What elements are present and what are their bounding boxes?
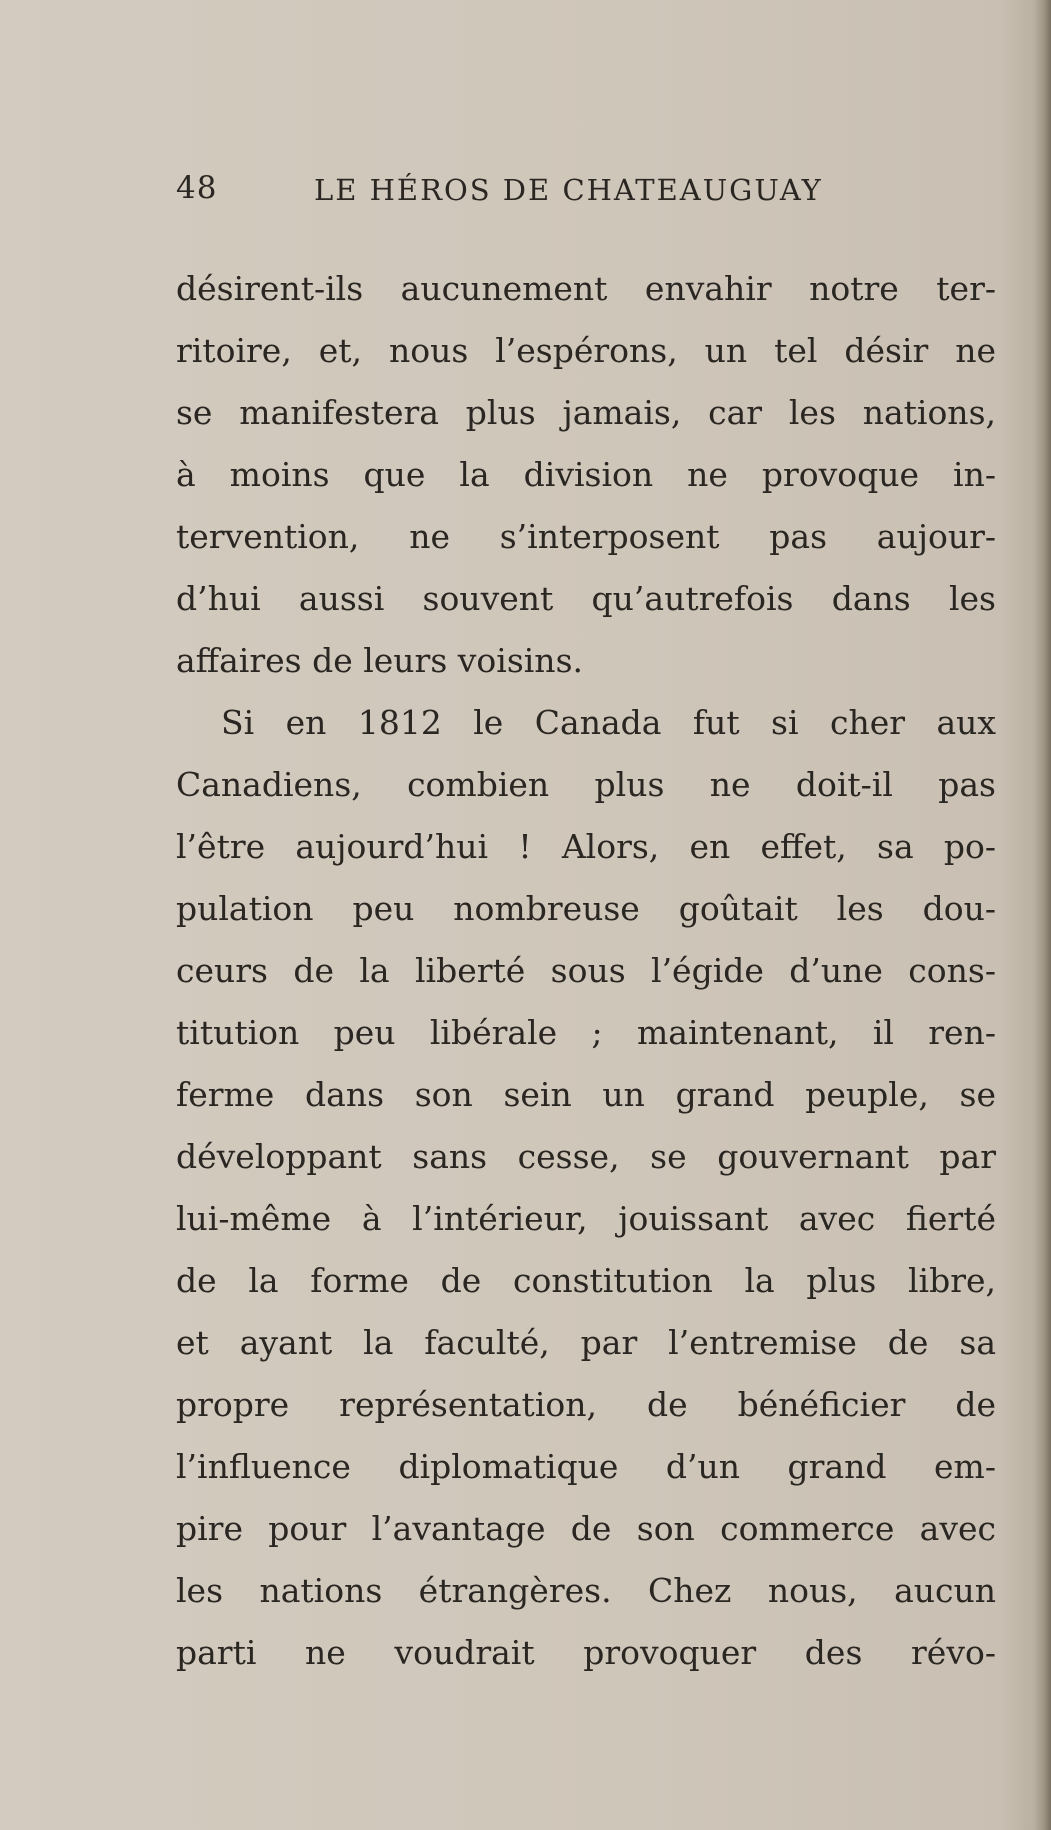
text-line: à moins que la division ne provoque in- bbox=[176, 455, 996, 494]
text-line: ritoire, et, nous l’espérons, un tel désir ne bbox=[176, 331, 996, 370]
text-line: les nations étrangères. Chez nous, aucun bbox=[176, 1571, 996, 1610]
text-line: ferme dans son sein un grand peuple, se bbox=[176, 1075, 996, 1114]
text-line: pulation peu nombreuse goûtait les dou- bbox=[176, 889, 996, 928]
text-line: Canadiens, combien plus ne doit-il pas bbox=[176, 765, 996, 804]
text-line: d’hui aussi souvent qu’autrefois dans les bbox=[176, 579, 996, 618]
text-line: propre représentation, de bénéficier de bbox=[176, 1385, 996, 1424]
text-line: développant sans cesse, se gouvernant par bbox=[176, 1137, 996, 1176]
text-line: affaires de leurs voisins. bbox=[176, 641, 583, 680]
text-line: parti ne voudrait provoquer des révo- bbox=[176, 1633, 996, 1672]
text-line: désirent-ils aucunement envahir notre ter- bbox=[176, 269, 996, 308]
text-line: lui-même à l’intérieur, jouissant avec fierté bbox=[176, 1199, 996, 1238]
text-line: titution peu libérale ; maintenant, il ren- bbox=[176, 1013, 996, 1052]
text-line: ceurs de la liberté sous l’égide d’une cons- bbox=[176, 951, 996, 990]
page-number: 48 bbox=[176, 170, 218, 206]
body-text bbox=[176, 258, 996, 1684]
text-line: tervention, ne s’interposent pas aujour- bbox=[176, 517, 996, 556]
page-header bbox=[176, 170, 906, 220]
text-line: de la forme de constitution la plus libre, bbox=[176, 1261, 996, 1300]
text-line: se manifestera plus jamais, car les nations, bbox=[176, 393, 996, 432]
text-line: et ayant la faculté, par l’entremise de sa bbox=[176, 1323, 996, 1362]
running-title: LE HÉROS DE CHATEAUGUAY bbox=[314, 173, 823, 207]
page-edge bbox=[1033, 0, 1051, 1830]
text-line: Si en 1812 le Canada fut si cher aux bbox=[221, 703, 996, 742]
text-line: l’influence diplomatique d’un grand em- bbox=[176, 1447, 996, 1486]
text-line: l’être aujourd’hui ! Alors, en effet, sa po- bbox=[176, 827, 996, 866]
text-line: pire pour l’avantage de son commerce avec bbox=[176, 1509, 996, 1548]
